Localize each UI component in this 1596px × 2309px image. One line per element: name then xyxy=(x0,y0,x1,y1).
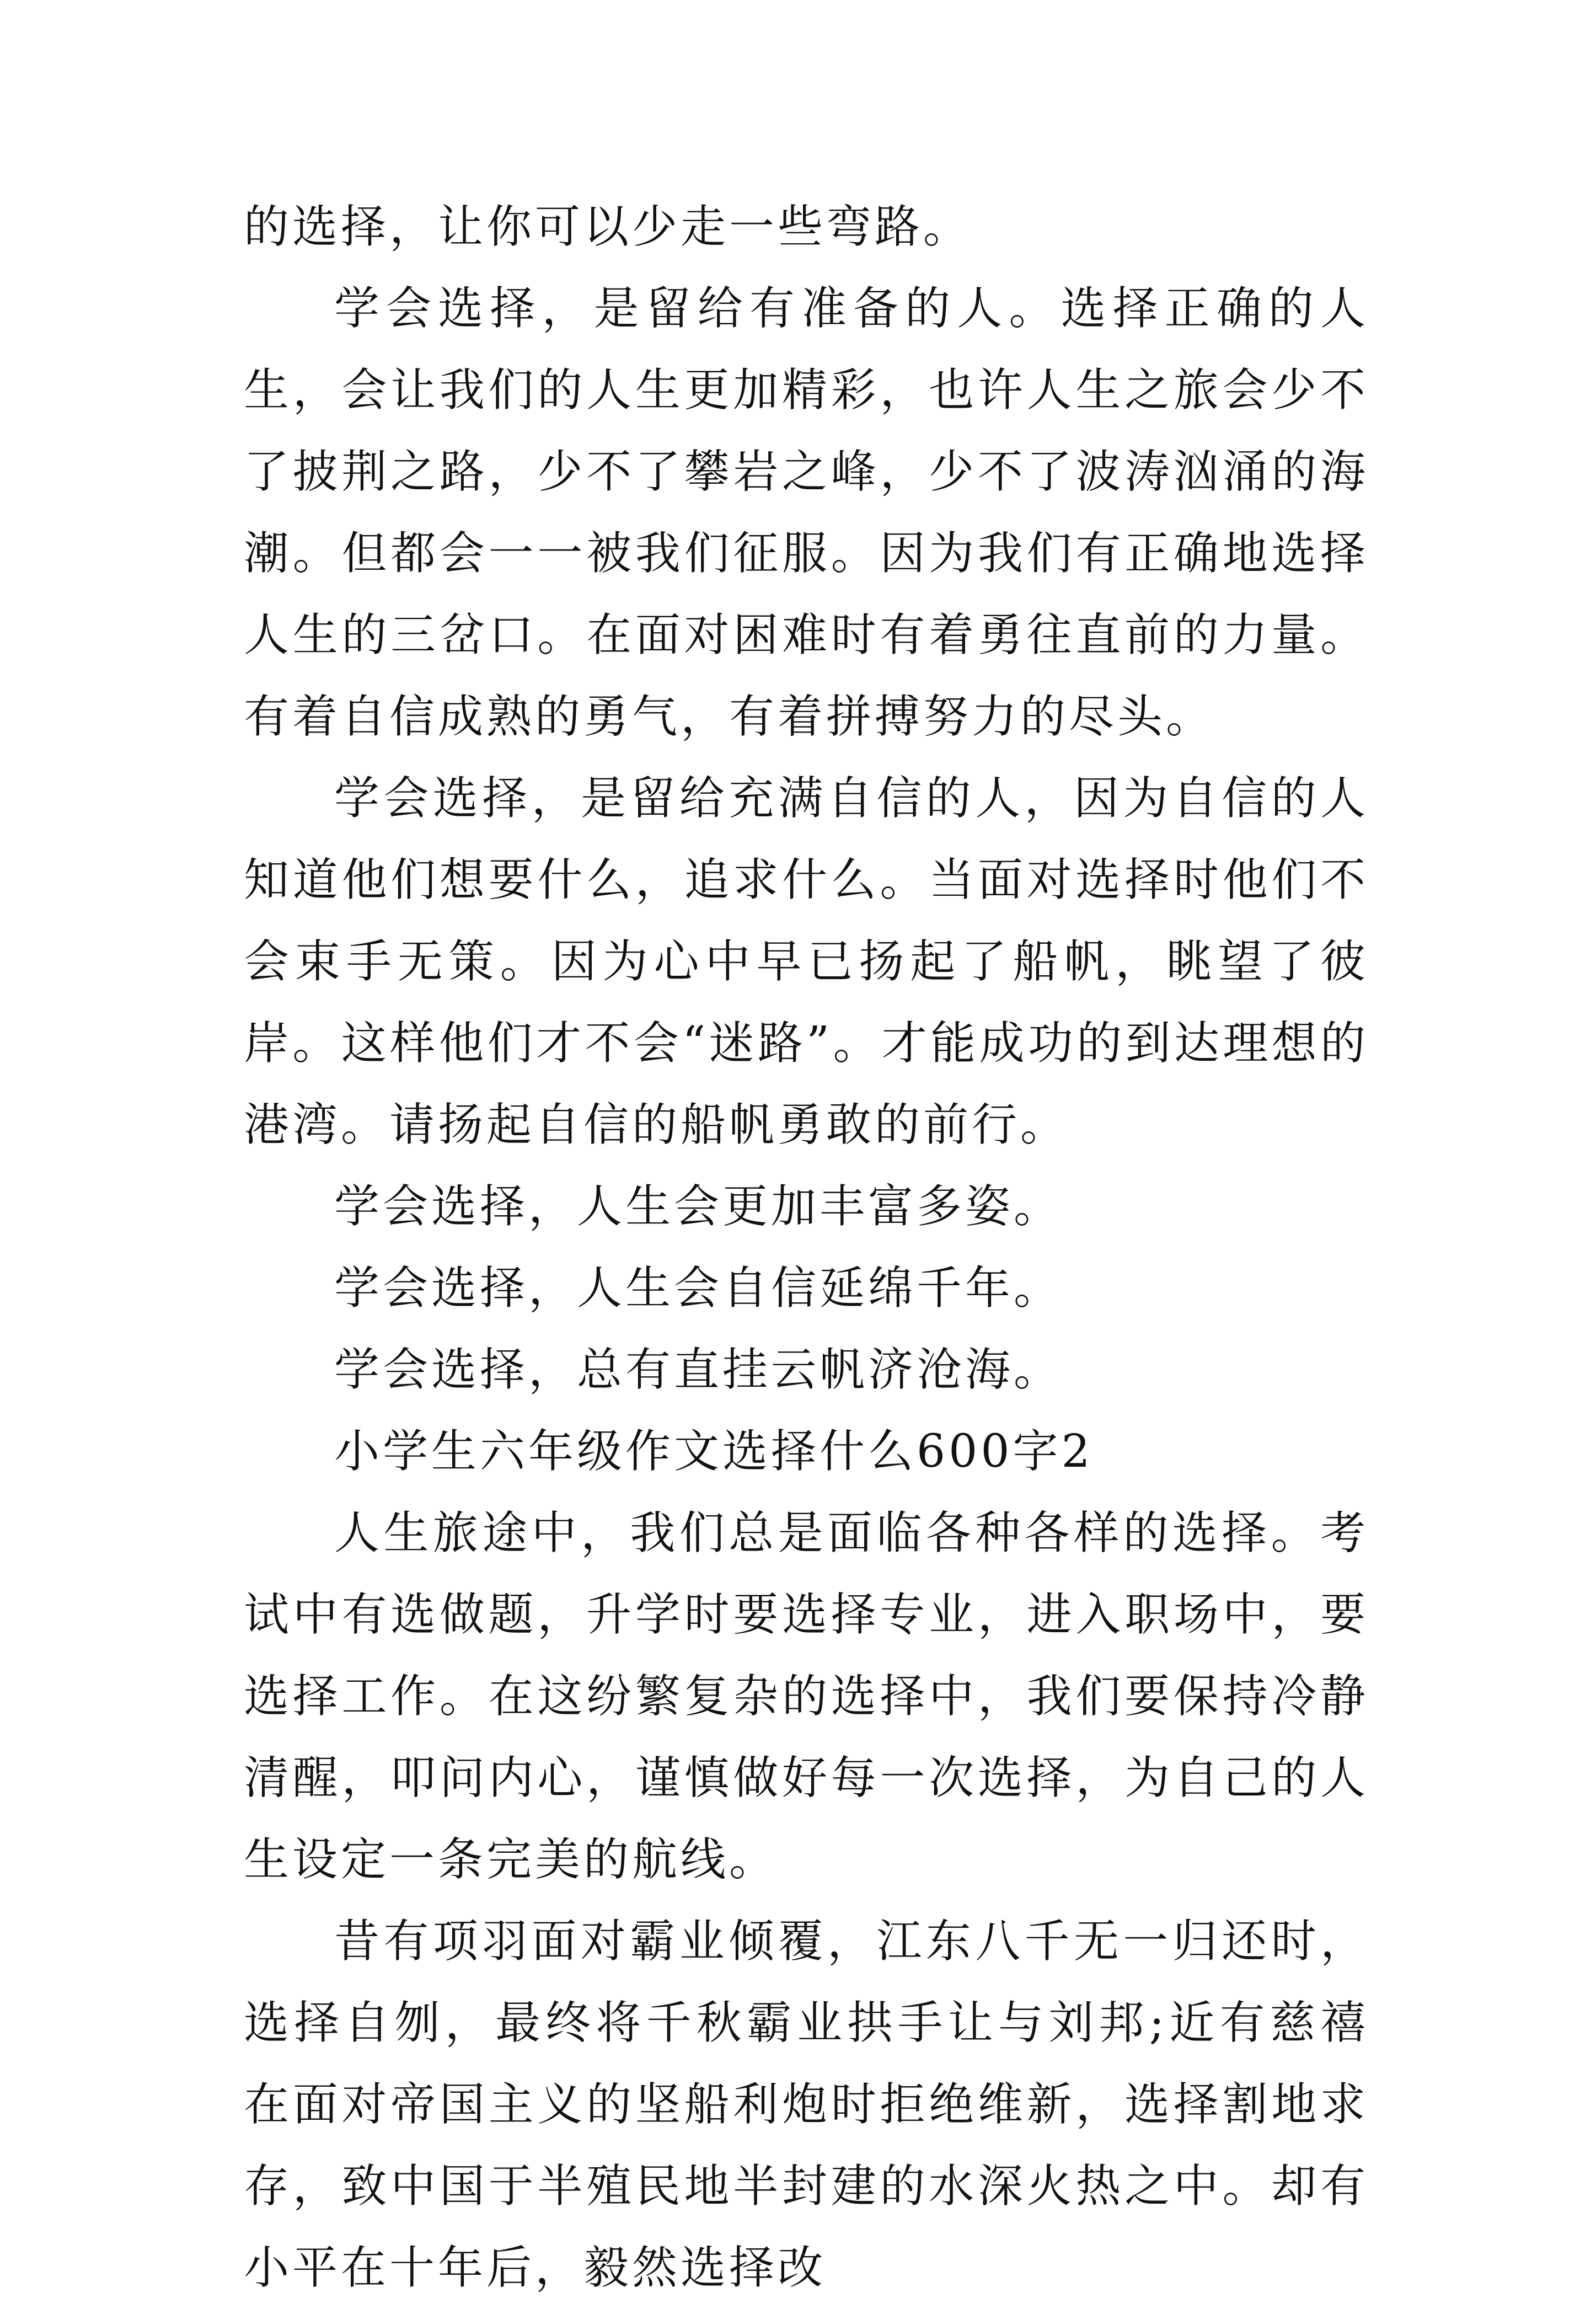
paragraph-6: 学会选择，总有直挂云帆济沧海。 xyxy=(334,1344,1063,1396)
paragraph-7: 人生旅途中，我们总是面临各种各样的选择。考试中有选做题，升学时要选择专业，进入职场中，要选择工作。在这纷繁复杂的选择中，我们要保持冷静清醒，叩问内心，谨慎做好每一次选择，为自己的人生设定一条完美的航线。 xyxy=(244,1507,1369,1886)
paragraph-2: 学会选择，是留给有准备的人。选择正确的人生，会让我们的人生更加精彩，也许人生之旅会少不了披荆之路，少不了攀岩之峰，少不了波涛汹涌的海潮。但都会一一被我们征服。因为我们有正确地选择人生的三岔口。在面对困难时有着勇往直前的力量。有着自信成熟的勇气，有着拼搏努力的尽头。 xyxy=(244,282,1369,743)
paragraph-5: 学会选择，人生会自信延绵千年。 xyxy=(334,1262,1063,1314)
paragraph-3: 学会选择，是留给充满自信的人，因为自信的人知道他们想要什么，追求什么。当面对选择时他们不会束手无策。因为心中早已扬起了船帆，眺望了彼岸。这样他们才不会“迷路”。才能成功的到达理想的港湾。请扬起自信的船帆勇敢的前行。 xyxy=(244,772,1369,1151)
paragraph-8: 昔有项羽面对霸业倾覆，江东八千无一归还时，选择自刎，最终将千秋霸业拱手让与刘邦;近有慈禧在面对帝国主义的坚船利炮时拒绝维新，选择割地求存，致中国于半殖民地半封建的水深火热之中。却有小平在十年后，毅然选择改 xyxy=(244,1915,1369,2294)
document-body xyxy=(244,186,1369,2309)
section-heading: 小学生六年级作文选择什么600字2 xyxy=(334,1425,1094,1478)
paragraph-4: 学会选择，人生会更加丰富多姿。 xyxy=(334,1180,1063,1233)
paragraph-1: 的选择，让你可以少走一些弯路。 xyxy=(244,201,972,253)
